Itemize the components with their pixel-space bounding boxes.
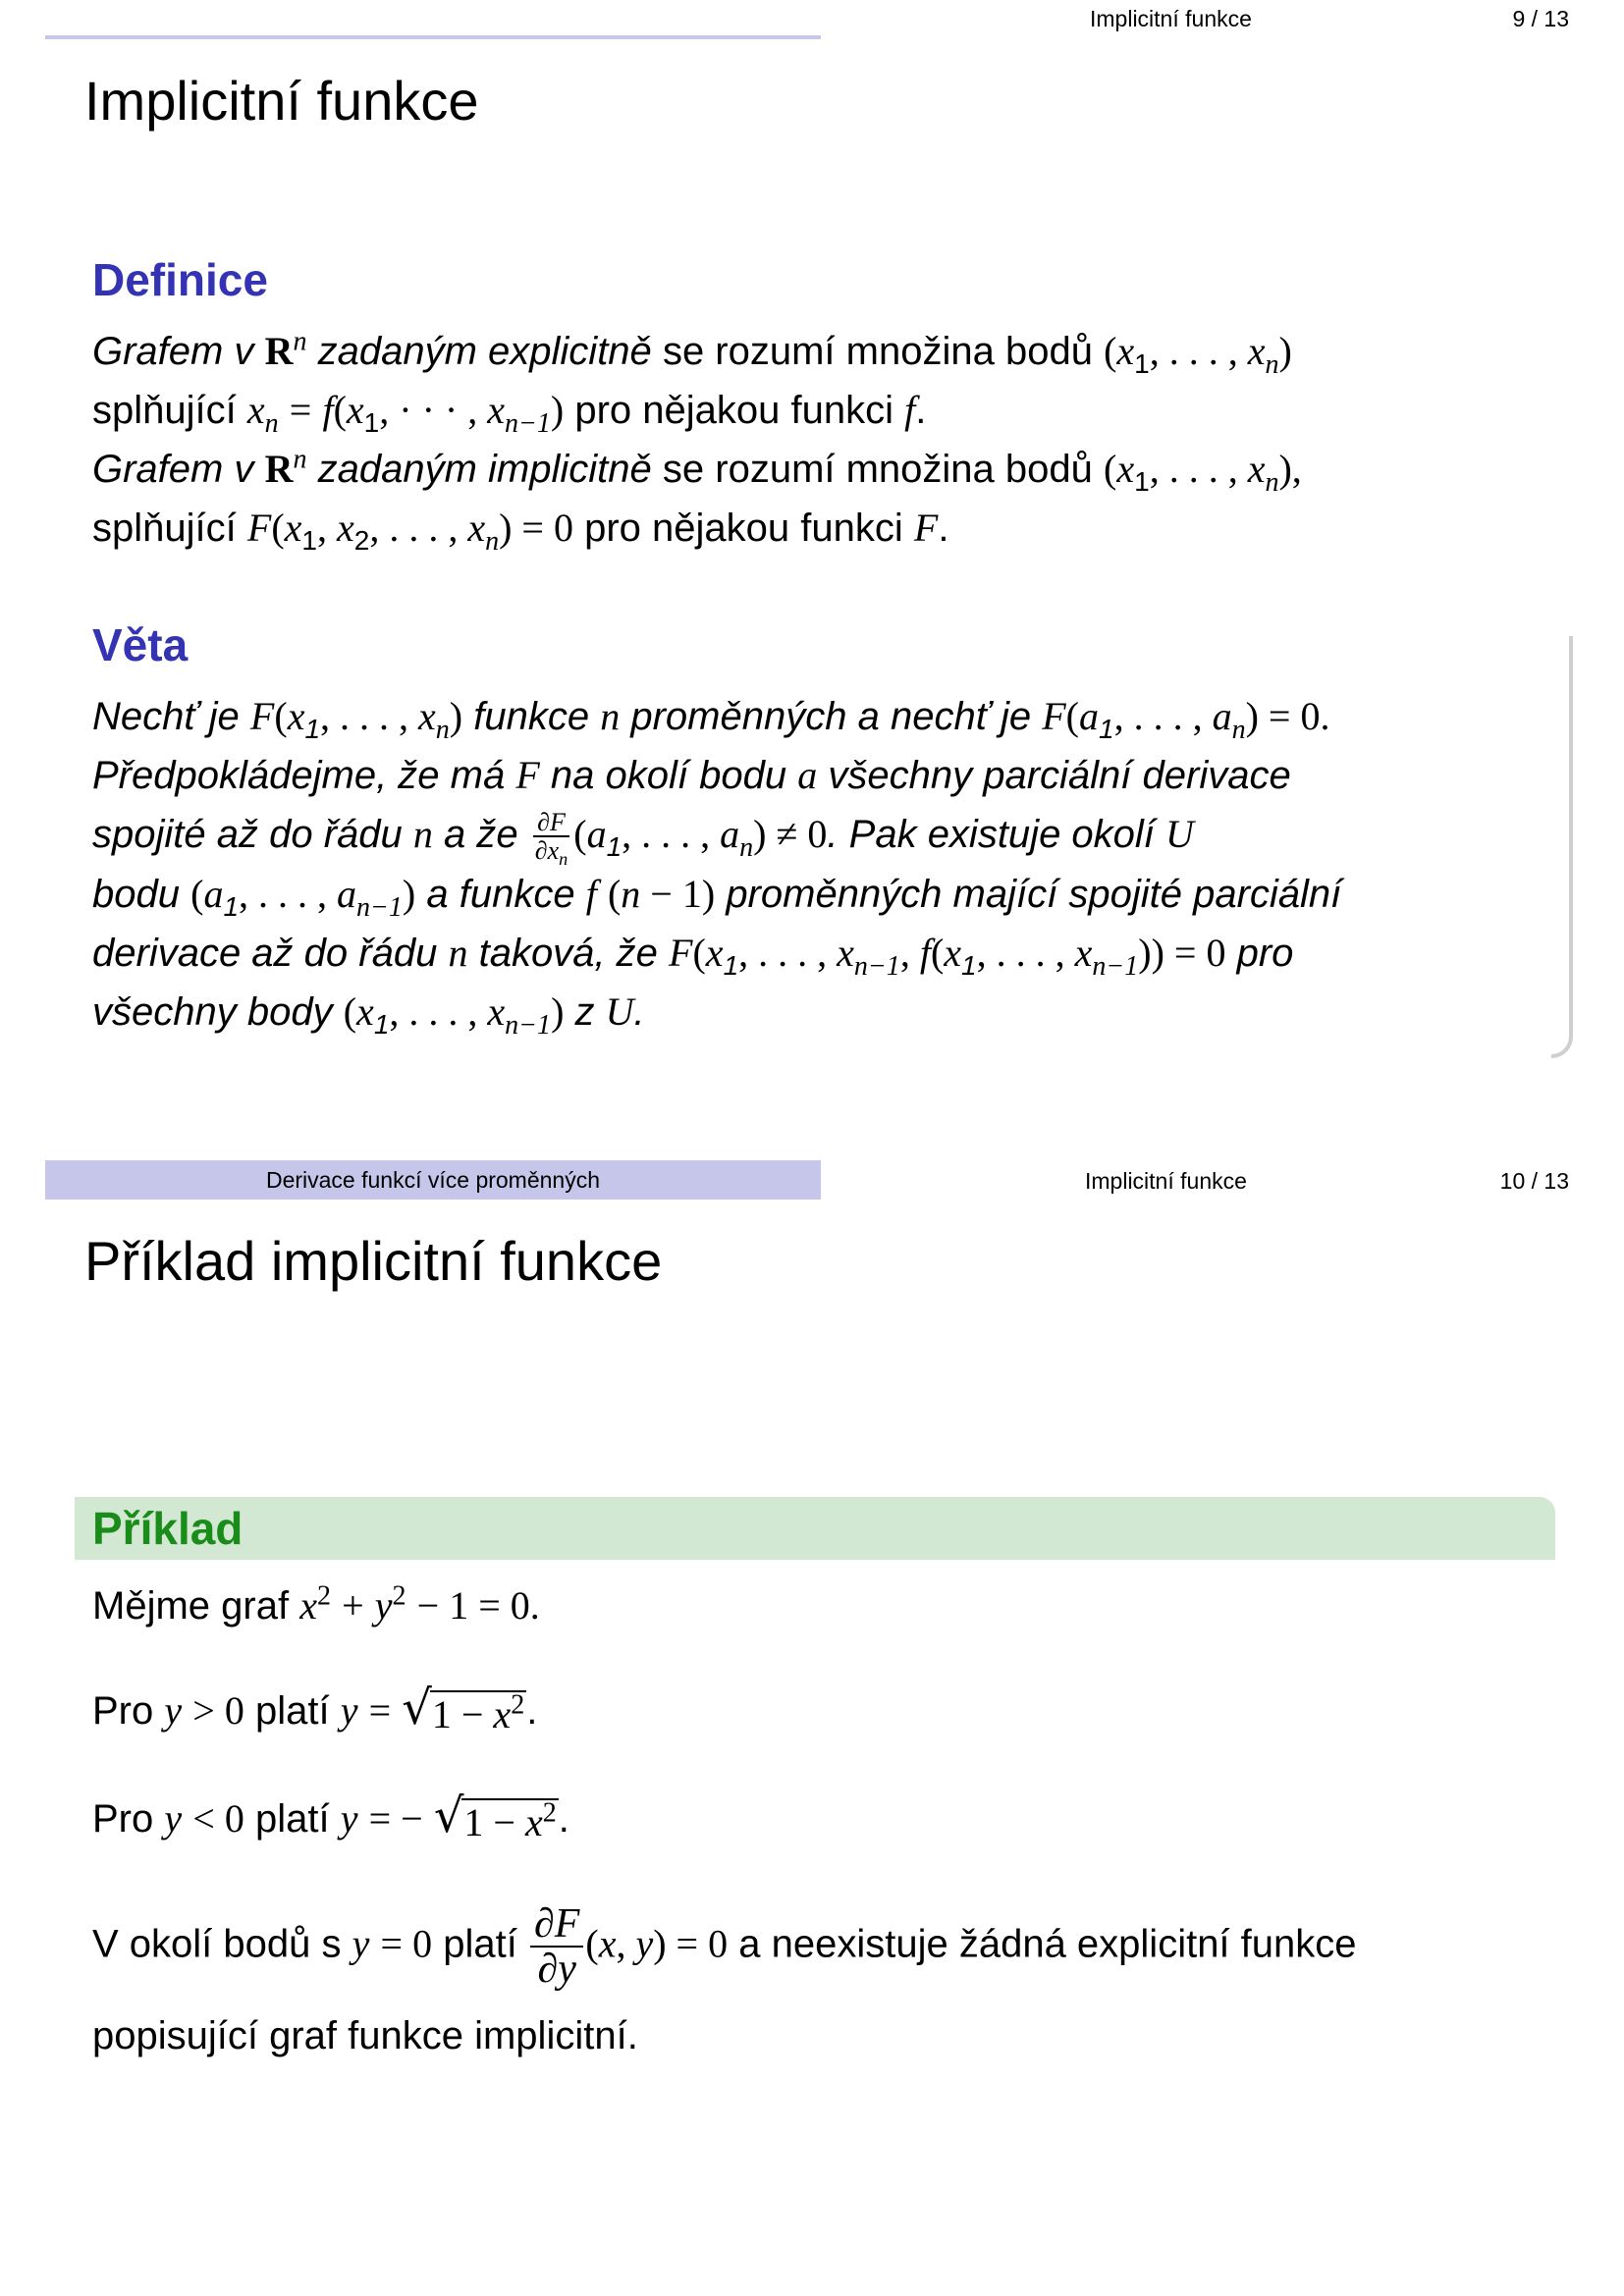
definition-heading: Definice xyxy=(92,254,268,305)
theorem-line: spojité až do řádu n a že $\frac{\partial F}{\partial x_n}$ ($a_1$, . . . , $a_n) \ne 0$. Pak existuje okolí U xyxy=(92,808,1194,870)
example-line: V okolí bodů s y = 0 platí $\frac{\partial F}{\partial y}$ (x, y) = 0 a neexistuje žádná explicitní funkce xyxy=(92,1901,1357,1993)
page-title: Implicitní funkce xyxy=(84,70,479,132)
theorem-line: Nechť je $F(x_1$, . . . , $x_n$) funkce n proměnných a nechť je $F(a_1$, . . . , $a_n) = 0$. xyxy=(92,694,1330,745)
example-line: popisující graf funkce implicitní. xyxy=(92,2014,638,2057)
header-section: Implicitní funkce xyxy=(1090,6,1252,31)
footer-left-bar: Derivace funkcí více proměnných xyxy=(45,1160,821,1200)
definition-line: Grafem v $R^n$ zadaným explicitně se rozumí množina bodů ($x_1$, . . . , $x_n$) xyxy=(92,326,1292,380)
example-heading: Příklad xyxy=(92,1503,244,1554)
definition-line: Grafem v $R^n$ zadaným implicitně se rozumí množina bodů ($x_1$, . . . , $x_n$), xyxy=(92,444,1302,498)
theorem-heading: Věta xyxy=(92,619,189,670)
header-section: Implicitní funkce xyxy=(1085,1168,1247,1194)
partial-fraction: $\frac{\partial F}{\partial y}$ xyxy=(530,1902,583,1991)
header-page-number: 9 / 13 xyxy=(1512,6,1569,31)
definition-line: splňující $F(x_1$, $x_2$, . . . , $x_n) = 0$ pro nějakou funkci F. xyxy=(92,506,949,557)
theorem-line: Předpokládejme, že má F na okolí bodu a všechny parciální derivace xyxy=(92,753,1291,797)
header-page-number: 10 / 13 xyxy=(1499,1168,1569,1194)
theorem-line: derivace až do řádu n taková, že $F(x_1$, . . . , $x_{n-1}$, $f(x_1$, . . . , $x_{n-1})) = 0$ pro xyxy=(92,930,1294,982)
theorem-body xyxy=(92,687,1565,1041)
theorem-line: bodu ($a_1$, . . . , $a_{n-1}$) a funkce f (n − 1) proměnných mající spojité parciální xyxy=(92,871,1342,923)
page-title: Příklad implicitní funkce xyxy=(84,1230,663,1292)
partial-fraction: $\frac{\partial F}{\partial x_n}$ xyxy=(534,808,568,870)
square-root: √ $1 - x^2$ xyxy=(402,1681,525,1736)
definition-body xyxy=(92,322,1565,558)
square-root: √ $1 - x^2$ xyxy=(433,1789,557,1844)
example-line: Pro y > 0 platí y = √ $1 - x^2$ . xyxy=(92,1681,538,1736)
theorem-line: všechny body ($x_1$, . . . , $x_{n-1}$) z U. xyxy=(92,988,645,1041)
example-line: Mějme graf $x^2 + y^2 - 1 = 0$. xyxy=(92,1580,540,1628)
example-line: Pro y < 0 platí y = − √ $1 - x^2$ . xyxy=(92,1789,569,1844)
definition-line: splňující $x_n = f(x_1$, · · · , $x_{n-1}$) pro nějakou funkci f. xyxy=(92,388,927,439)
example-heading-band xyxy=(75,1497,1555,1560)
header-rule xyxy=(45,35,821,39)
